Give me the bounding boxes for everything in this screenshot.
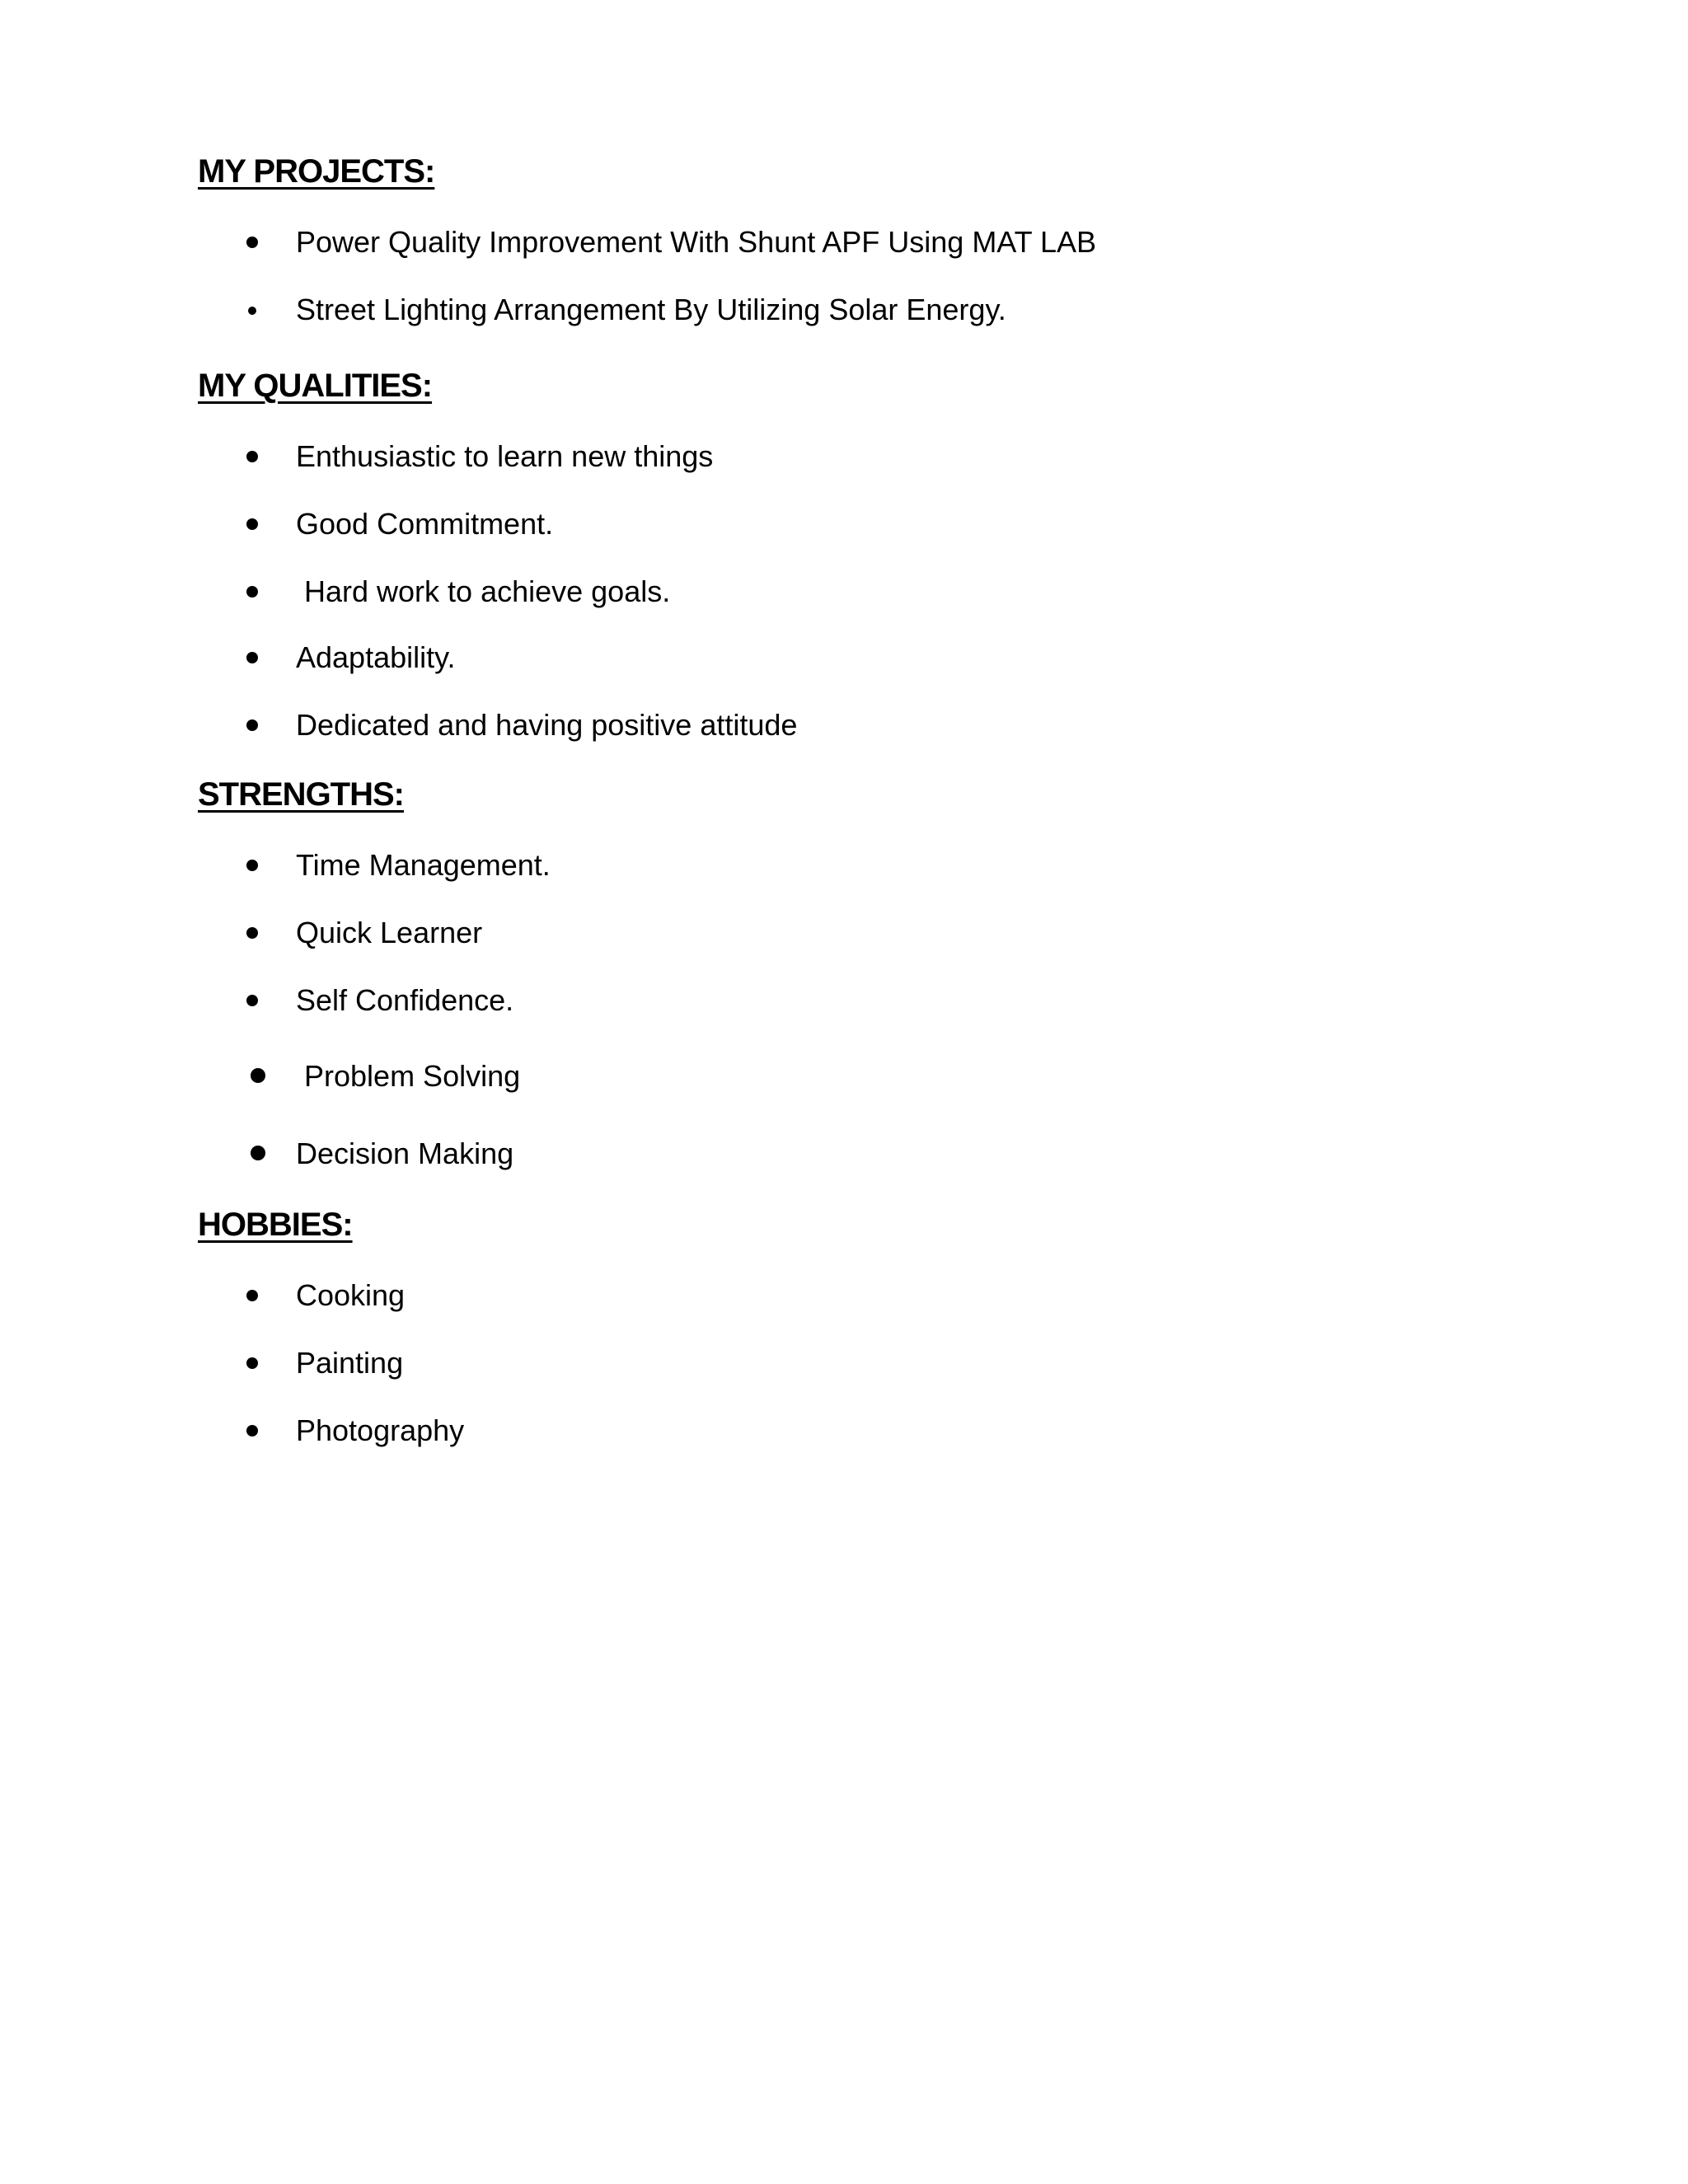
bullet-icon <box>246 995 258 1006</box>
strength-label: Time Management. <box>296 848 551 882</box>
quality-label: Adaptability. <box>296 640 456 674</box>
bullet-icon <box>246 927 258 939</box>
bullet-icon <box>246 237 258 248</box>
bullet-icon <box>246 1290 258 1301</box>
strength-label: Quick Learner <box>296 916 483 949</box>
bullet-icon <box>246 586 258 598</box>
project-label: Power Quality Improvement With Shunt APF Using MAT LAB <box>296 225 1097 259</box>
hobby-item <box>0 1411 1688 1451</box>
strength-label: Problem Solving <box>304 1059 521 1093</box>
quality-label: Enthusiastic to learn new things <box>296 439 714 473</box>
bullet-icon <box>246 451 258 462</box>
strength-item <box>0 981 1688 1020</box>
quality-label: Dedicated and having positive attitude <box>296 708 798 742</box>
quality-label: Good Commitment. <box>296 507 554 541</box>
project-item <box>0 223 1688 262</box>
bullet-icon <box>246 860 258 871</box>
quality-item <box>0 638 1688 677</box>
strengths-heading: STRENGTHS: <box>198 776 404 813</box>
projects-heading: MY PROJECTS: <box>198 153 435 190</box>
strength-item <box>0 1134 1688 1174</box>
strength-item <box>0 846 1688 885</box>
hobby-label: Painting <box>296 1346 404 1380</box>
bullet-icon <box>246 1425 258 1436</box>
strength-label: Decision Making <box>296 1137 514 1170</box>
quality-item <box>0 504 1688 544</box>
bullet-icon <box>251 1146 265 1160</box>
bullet-icon <box>248 307 256 315</box>
hobby-label: Cooking <box>296 1278 406 1312</box>
quality-label: Hard work to achieve goals. <box>304 574 671 608</box>
hobby-label: Photography <box>296 1413 465 1447</box>
bullet-icon <box>246 1357 258 1369</box>
bullet-icon <box>246 518 258 530</box>
hobby-item <box>0 1276 1688 1315</box>
hobby-item <box>0 1343 1688 1383</box>
quality-item <box>0 437 1688 476</box>
project-label: Street Lighting Arrangement By Utilizing Solar Energy. <box>296 293 1006 326</box>
qualities-heading: MY QUALITIES: <box>198 368 433 404</box>
strength-item <box>0 913 1688 953</box>
quality-item <box>0 572 1688 612</box>
bullet-icon <box>246 652 258 663</box>
project-item <box>0 290 1688 330</box>
bullet-icon <box>251 1068 265 1083</box>
quality-item <box>0 705 1688 745</box>
bullet-icon <box>246 719 258 731</box>
hobbies-heading: HOBBIES: <box>198 1207 353 1243</box>
strength-label: Self Confidence. <box>296 983 514 1017</box>
strength-item <box>0 1057 1688 1096</box>
